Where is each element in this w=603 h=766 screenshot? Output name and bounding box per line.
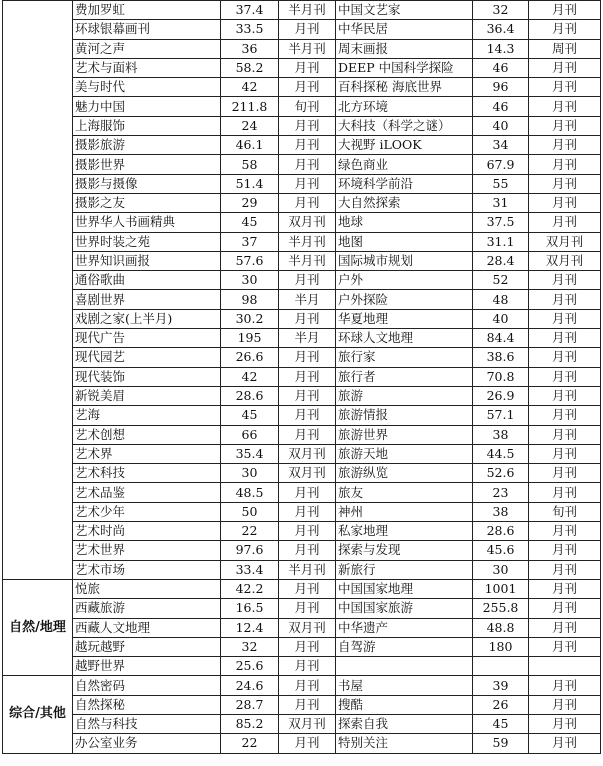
price-cell: 30 bbox=[473, 560, 529, 579]
table-row bbox=[3, 599, 601, 618]
frequency-cell: 月刊 bbox=[529, 483, 601, 502]
title-cell: 国际城市规划 bbox=[336, 251, 473, 270]
price-cell: 98 bbox=[221, 290, 279, 309]
category-cell: 综合/其他 bbox=[3, 676, 73, 753]
frequency-cell: 月刊 bbox=[279, 579, 336, 598]
price-cell: 42.2 bbox=[221, 579, 279, 598]
title-cell: DEEP 中国科学探险 bbox=[336, 58, 473, 77]
price-cell: 48.8 bbox=[473, 618, 529, 637]
price-cell: 29 bbox=[221, 193, 279, 212]
price-cell: 28.4 bbox=[473, 251, 529, 270]
table-row bbox=[3, 20, 601, 39]
frequency-cell: 月刊 bbox=[279, 78, 336, 97]
title-cell: 新旅行 bbox=[336, 560, 473, 579]
title-cell: 探索与发现 bbox=[336, 541, 473, 560]
title-cell: 艺术世界 bbox=[73, 541, 221, 560]
title-cell: 自然密码 bbox=[73, 676, 221, 695]
price-cell: 35.4 bbox=[221, 444, 279, 463]
price-cell: 97.6 bbox=[221, 541, 279, 560]
table-row bbox=[3, 695, 601, 714]
frequency-cell: 月刊 bbox=[529, 174, 601, 193]
price-cell: 51.4 bbox=[221, 174, 279, 193]
title-cell: 越野世界 bbox=[73, 657, 221, 676]
price-cell: 42 bbox=[221, 367, 279, 386]
frequency-cell: 月刊 bbox=[279, 637, 336, 656]
category-cell bbox=[3, 1, 73, 580]
price-cell: 32 bbox=[473, 1, 529, 20]
title-cell: 中国国家旅游 bbox=[336, 599, 473, 618]
price-cell: 24 bbox=[221, 116, 279, 135]
frequency-cell: 月刊 bbox=[529, 116, 601, 135]
price-cell: 255.8 bbox=[473, 599, 529, 618]
price-cell: 30 bbox=[221, 271, 279, 290]
table-row bbox=[3, 329, 601, 348]
title-cell bbox=[336, 657, 473, 676]
title-cell: 艺术时尚 bbox=[73, 522, 221, 541]
table-row bbox=[3, 464, 601, 483]
title-cell: 西藏人文地理 bbox=[73, 618, 221, 637]
title-cell: 艺术品鉴 bbox=[73, 483, 221, 502]
title-cell: 越玩越野 bbox=[73, 637, 221, 656]
price-cell: 46.1 bbox=[221, 136, 279, 155]
title-cell: 自驾游 bbox=[336, 637, 473, 656]
title-cell: 摄影旅游 bbox=[73, 136, 221, 155]
table-row bbox=[3, 560, 601, 579]
frequency-cell: 月刊 bbox=[529, 1, 601, 20]
frequency-cell: 月刊 bbox=[279, 116, 336, 135]
table-row bbox=[3, 541, 601, 560]
table-row bbox=[3, 251, 601, 270]
table-row bbox=[3, 502, 601, 521]
title-cell: 现代装饰 bbox=[73, 367, 221, 386]
price-cell: 24.6 bbox=[221, 676, 279, 695]
title-cell: 艺术创想 bbox=[73, 425, 221, 444]
price-cell: 28.6 bbox=[473, 522, 529, 541]
table-row bbox=[3, 290, 601, 309]
table-row bbox=[3, 618, 601, 637]
title-cell: 书屋 bbox=[336, 676, 473, 695]
price-cell: 48 bbox=[473, 290, 529, 309]
frequency-cell: 旬刊 bbox=[279, 97, 336, 116]
frequency-cell: 月刊 bbox=[279, 193, 336, 212]
table-row bbox=[3, 97, 601, 116]
frequency-cell: 月刊 bbox=[279, 425, 336, 444]
title-cell: 上海服饰 bbox=[73, 116, 221, 135]
price-cell: 38 bbox=[473, 425, 529, 444]
frequency-cell: 月刊 bbox=[529, 618, 601, 637]
table-row bbox=[3, 637, 601, 656]
frequency-cell: 月刊 bbox=[529, 309, 601, 328]
price-cell: 59 bbox=[473, 734, 529, 753]
frequency-cell: 月刊 bbox=[529, 58, 601, 77]
title-cell: 美与时代 bbox=[73, 78, 221, 97]
price-cell: 28.7 bbox=[221, 695, 279, 714]
title-cell: 旅游纵览 bbox=[336, 464, 473, 483]
price-cell: 28.6 bbox=[221, 386, 279, 405]
price-cell: 46 bbox=[473, 97, 529, 116]
price-cell: 26.6 bbox=[221, 348, 279, 367]
price-cell: 180 bbox=[473, 637, 529, 656]
frequency-cell: 双月刊 bbox=[279, 213, 336, 232]
price-cell: 52 bbox=[473, 271, 529, 290]
price-cell: 30.2 bbox=[221, 309, 279, 328]
frequency-cell: 月刊 bbox=[529, 136, 601, 155]
title-cell: 旅游天地 bbox=[336, 444, 473, 463]
price-cell: 33.5 bbox=[221, 20, 279, 39]
price-cell: 48.5 bbox=[221, 483, 279, 502]
frequency-cell: 月刊 bbox=[529, 444, 601, 463]
frequency-cell: 月刊 bbox=[529, 714, 601, 733]
table-row bbox=[3, 271, 601, 290]
title-cell: 搜酷 bbox=[336, 695, 473, 714]
title-cell: 魅力中国 bbox=[73, 97, 221, 116]
frequency-cell bbox=[529, 657, 601, 676]
magazine-price-table bbox=[2, 0, 601, 754]
table-row bbox=[3, 657, 601, 676]
price-cell: 32 bbox=[221, 637, 279, 656]
price-cell: 34 bbox=[473, 136, 529, 155]
table-row bbox=[3, 39, 601, 58]
title-cell: 摄影与摄像 bbox=[73, 174, 221, 193]
frequency-cell: 月刊 bbox=[529, 406, 601, 425]
title-cell: 大自然探索 bbox=[336, 193, 473, 212]
price-cell: 40 bbox=[473, 309, 529, 328]
title-cell: 西藏旅游 bbox=[73, 599, 221, 618]
title-cell: 地图 bbox=[336, 232, 473, 251]
price-cell: 16.5 bbox=[221, 599, 279, 618]
table-row bbox=[3, 367, 601, 386]
price-cell: 211.8 bbox=[221, 97, 279, 116]
title-cell: 周末画报 bbox=[336, 39, 473, 58]
frequency-cell: 月刊 bbox=[529, 599, 601, 618]
frequency-cell: 月刊 bbox=[529, 541, 601, 560]
frequency-cell: 月刊 bbox=[279, 309, 336, 328]
table-row bbox=[3, 174, 601, 193]
frequency-cell: 月刊 bbox=[279, 502, 336, 521]
title-cell: 户外探险 bbox=[336, 290, 473, 309]
frequency-cell: 月刊 bbox=[529, 271, 601, 290]
title-cell: 艺术界 bbox=[73, 444, 221, 463]
table-row bbox=[3, 483, 601, 502]
frequency-cell: 双月刊 bbox=[279, 714, 336, 733]
price-cell: 58.2 bbox=[221, 58, 279, 77]
table-row bbox=[3, 348, 601, 367]
title-cell: 旅行者 bbox=[336, 367, 473, 386]
title-cell: 现代园艺 bbox=[73, 348, 221, 367]
price-cell: 42 bbox=[221, 78, 279, 97]
frequency-cell: 月刊 bbox=[279, 20, 336, 39]
frequency-cell: 月刊 bbox=[529, 676, 601, 695]
price-cell: 33.4 bbox=[221, 560, 279, 579]
price-cell: 37 bbox=[221, 232, 279, 251]
table-row bbox=[3, 309, 601, 328]
price-cell: 25.6 bbox=[221, 657, 279, 676]
title-cell: 艺术与面料 bbox=[73, 58, 221, 77]
title-cell: 旅友 bbox=[336, 483, 473, 502]
price-cell bbox=[473, 657, 529, 676]
table-row bbox=[3, 734, 601, 753]
frequency-cell: 月刊 bbox=[529, 464, 601, 483]
frequency-cell: 月刊 bbox=[279, 406, 336, 425]
table-body bbox=[3, 1, 601, 754]
title-cell: 艺术科技 bbox=[73, 464, 221, 483]
price-cell: 37.5 bbox=[473, 213, 529, 232]
frequency-cell: 月刊 bbox=[279, 348, 336, 367]
frequency-cell: 月刊 bbox=[279, 657, 336, 676]
table-row bbox=[3, 116, 601, 135]
table-row bbox=[3, 58, 601, 77]
price-cell: 36 bbox=[221, 39, 279, 58]
table-row bbox=[3, 136, 601, 155]
title-cell: 费加罗虹 bbox=[73, 1, 221, 20]
table-row bbox=[3, 155, 601, 174]
price-cell: 57.6 bbox=[221, 251, 279, 270]
table-row bbox=[3, 193, 601, 212]
frequency-cell: 双月刊 bbox=[529, 251, 601, 270]
table-row bbox=[3, 213, 601, 232]
frequency-cell: 半月 bbox=[279, 329, 336, 348]
frequency-cell: 月刊 bbox=[279, 695, 336, 714]
title-cell: 摄影之友 bbox=[73, 193, 221, 212]
price-cell: 39 bbox=[473, 676, 529, 695]
frequency-cell: 月刊 bbox=[529, 193, 601, 212]
title-cell: 探索自我 bbox=[336, 714, 473, 733]
frequency-cell: 双月刊 bbox=[279, 444, 336, 463]
frequency-cell: 月刊 bbox=[279, 599, 336, 618]
title-cell: 旅行家 bbox=[336, 348, 473, 367]
title-cell: 艺术市场 bbox=[73, 560, 221, 579]
title-cell: 艺术少年 bbox=[73, 502, 221, 521]
frequency-cell: 半月刊 bbox=[279, 232, 336, 251]
frequency-cell: 月刊 bbox=[529, 20, 601, 39]
table-row bbox=[3, 522, 601, 541]
category-cell: 自然/地理 bbox=[3, 579, 73, 675]
price-cell: 195 bbox=[221, 329, 279, 348]
price-cell: 26.9 bbox=[473, 386, 529, 405]
frequency-cell: 半月刊 bbox=[279, 39, 336, 58]
title-cell: 戏剧之家(上半月) bbox=[73, 309, 221, 328]
title-cell: 华夏地理 bbox=[336, 309, 473, 328]
frequency-cell: 月刊 bbox=[529, 78, 601, 97]
frequency-cell: 半月刊 bbox=[279, 251, 336, 270]
price-cell: 12.4 bbox=[221, 618, 279, 637]
table-row bbox=[3, 78, 601, 97]
title-cell: 神州 bbox=[336, 502, 473, 521]
frequency-cell: 月刊 bbox=[279, 522, 336, 541]
price-cell: 31.1 bbox=[473, 232, 529, 251]
title-cell: 中国文艺家 bbox=[336, 1, 473, 20]
frequency-cell: 月刊 bbox=[279, 174, 336, 193]
frequency-cell: 月刊 bbox=[529, 522, 601, 541]
price-cell: 14.3 bbox=[473, 39, 529, 58]
price-cell: 84.4 bbox=[473, 329, 529, 348]
title-cell: 地球 bbox=[336, 213, 473, 232]
price-cell: 66 bbox=[221, 425, 279, 444]
frequency-cell: 月刊 bbox=[529, 560, 601, 579]
frequency-cell: 月刊 bbox=[279, 367, 336, 386]
title-cell: 百科探秘 海底世界 bbox=[336, 78, 473, 97]
frequency-cell: 月刊 bbox=[529, 425, 601, 444]
price-cell: 96 bbox=[473, 78, 529, 97]
title-cell: 特别关注 bbox=[336, 734, 473, 753]
title-cell: 艺海 bbox=[73, 406, 221, 425]
title-cell: 新锐美眉 bbox=[73, 386, 221, 405]
price-cell: 23 bbox=[473, 483, 529, 502]
title-cell: 户外 bbox=[336, 271, 473, 290]
price-cell: 70.8 bbox=[473, 367, 529, 386]
table-row bbox=[3, 406, 601, 425]
price-cell: 30 bbox=[221, 464, 279, 483]
frequency-cell: 月刊 bbox=[279, 541, 336, 560]
frequency-cell: 月刊 bbox=[529, 367, 601, 386]
title-cell: 中国国家地理 bbox=[336, 579, 473, 598]
price-cell: 36.4 bbox=[473, 20, 529, 39]
frequency-cell: 月刊 bbox=[279, 734, 336, 753]
table-row bbox=[3, 425, 601, 444]
price-cell: 52.6 bbox=[473, 464, 529, 483]
price-cell: 45 bbox=[221, 213, 279, 232]
frequency-cell: 月刊 bbox=[279, 155, 336, 174]
price-cell: 40 bbox=[473, 116, 529, 135]
price-cell: 55 bbox=[473, 174, 529, 193]
frequency-cell: 月刊 bbox=[529, 348, 601, 367]
title-cell: 环球银幕画刊 bbox=[73, 20, 221, 39]
price-cell: 1001 bbox=[473, 579, 529, 598]
table-row bbox=[3, 386, 601, 405]
frequency-cell: 月刊 bbox=[529, 695, 601, 714]
title-cell: 中华民居 bbox=[336, 20, 473, 39]
title-cell: 黄河之声 bbox=[73, 39, 221, 58]
title-cell: 大视野 iLOOK bbox=[336, 136, 473, 155]
frequency-cell: 月刊 bbox=[529, 97, 601, 116]
price-cell: 46 bbox=[473, 58, 529, 77]
title-cell: 私家地理 bbox=[336, 522, 473, 541]
frequency-cell: 双月刊 bbox=[279, 464, 336, 483]
table-row bbox=[3, 1, 601, 20]
table-row bbox=[3, 444, 601, 463]
price-cell: 22 bbox=[221, 522, 279, 541]
frequency-cell: 半月刊 bbox=[279, 1, 336, 20]
frequency-cell: 月刊 bbox=[279, 136, 336, 155]
frequency-cell: 月刊 bbox=[279, 271, 336, 290]
title-cell: 摄影世界 bbox=[73, 155, 221, 174]
price-cell: 85.2 bbox=[221, 714, 279, 733]
table-row bbox=[3, 714, 601, 733]
frequency-cell: 月刊 bbox=[529, 329, 601, 348]
price-cell: 44.5 bbox=[473, 444, 529, 463]
price-cell: 38 bbox=[473, 502, 529, 521]
title-cell: 环境科学前沿 bbox=[336, 174, 473, 193]
frequency-cell: 月刊 bbox=[529, 155, 601, 174]
frequency-cell: 月刊 bbox=[529, 290, 601, 309]
table-row bbox=[3, 232, 601, 251]
price-cell: 45 bbox=[473, 714, 529, 733]
title-cell: 旅游 bbox=[336, 386, 473, 405]
price-cell: 37.4 bbox=[221, 1, 279, 20]
title-cell: 自然与科技 bbox=[73, 714, 221, 733]
title-cell: 绿色商业 bbox=[336, 155, 473, 174]
title-cell: 中华遗产 bbox=[336, 618, 473, 637]
title-cell: 旅游世界 bbox=[336, 425, 473, 444]
title-cell: 环球人文地理 bbox=[336, 329, 473, 348]
price-cell: 67.9 bbox=[473, 155, 529, 174]
title-cell: 喜剧世界 bbox=[73, 290, 221, 309]
frequency-cell: 双月刊 bbox=[279, 618, 336, 637]
title-cell: 通俗歌曲 bbox=[73, 271, 221, 290]
table-row bbox=[3, 579, 601, 598]
price-cell: 31 bbox=[473, 193, 529, 212]
frequency-cell: 双月刊 bbox=[529, 232, 601, 251]
frequency-cell: 月刊 bbox=[529, 579, 601, 598]
title-cell: 现代广告 bbox=[73, 329, 221, 348]
table-row bbox=[3, 676, 601, 695]
title-cell: 世界时装之苑 bbox=[73, 232, 221, 251]
price-cell: 58 bbox=[221, 155, 279, 174]
frequency-cell: 月刊 bbox=[279, 483, 336, 502]
frequency-cell: 月刊 bbox=[529, 734, 601, 753]
price-cell: 57.1 bbox=[473, 406, 529, 425]
frequency-cell: 月刊 bbox=[529, 637, 601, 656]
frequency-cell: 半月刊 bbox=[279, 560, 336, 579]
price-cell: 38.6 bbox=[473, 348, 529, 367]
frequency-cell: 半月 bbox=[279, 290, 336, 309]
frequency-cell: 周刊 bbox=[529, 39, 601, 58]
frequency-cell: 月刊 bbox=[279, 58, 336, 77]
title-cell: 自然探秘 bbox=[73, 695, 221, 714]
frequency-cell: 月刊 bbox=[529, 213, 601, 232]
price-cell: 50 bbox=[221, 502, 279, 521]
frequency-cell: 旬刊 bbox=[529, 502, 601, 521]
price-cell: 22 bbox=[221, 734, 279, 753]
price-cell: 45.6 bbox=[473, 541, 529, 560]
frequency-cell: 月刊 bbox=[279, 676, 336, 695]
frequency-cell: 月刊 bbox=[529, 386, 601, 405]
title-cell: 大科技（科学之谜） bbox=[336, 116, 473, 135]
price-cell: 45 bbox=[221, 406, 279, 425]
title-cell: 办公室业务 bbox=[73, 734, 221, 753]
price-cell: 26 bbox=[473, 695, 529, 714]
title-cell: 世界知识画报 bbox=[73, 251, 221, 270]
title-cell: 世界华人书画精典 bbox=[73, 213, 221, 232]
frequency-cell: 月刊 bbox=[279, 386, 336, 405]
title-cell: 悦旅 bbox=[73, 579, 221, 598]
title-cell: 旅游情报 bbox=[336, 406, 473, 425]
title-cell: 北方环境 bbox=[336, 97, 473, 116]
